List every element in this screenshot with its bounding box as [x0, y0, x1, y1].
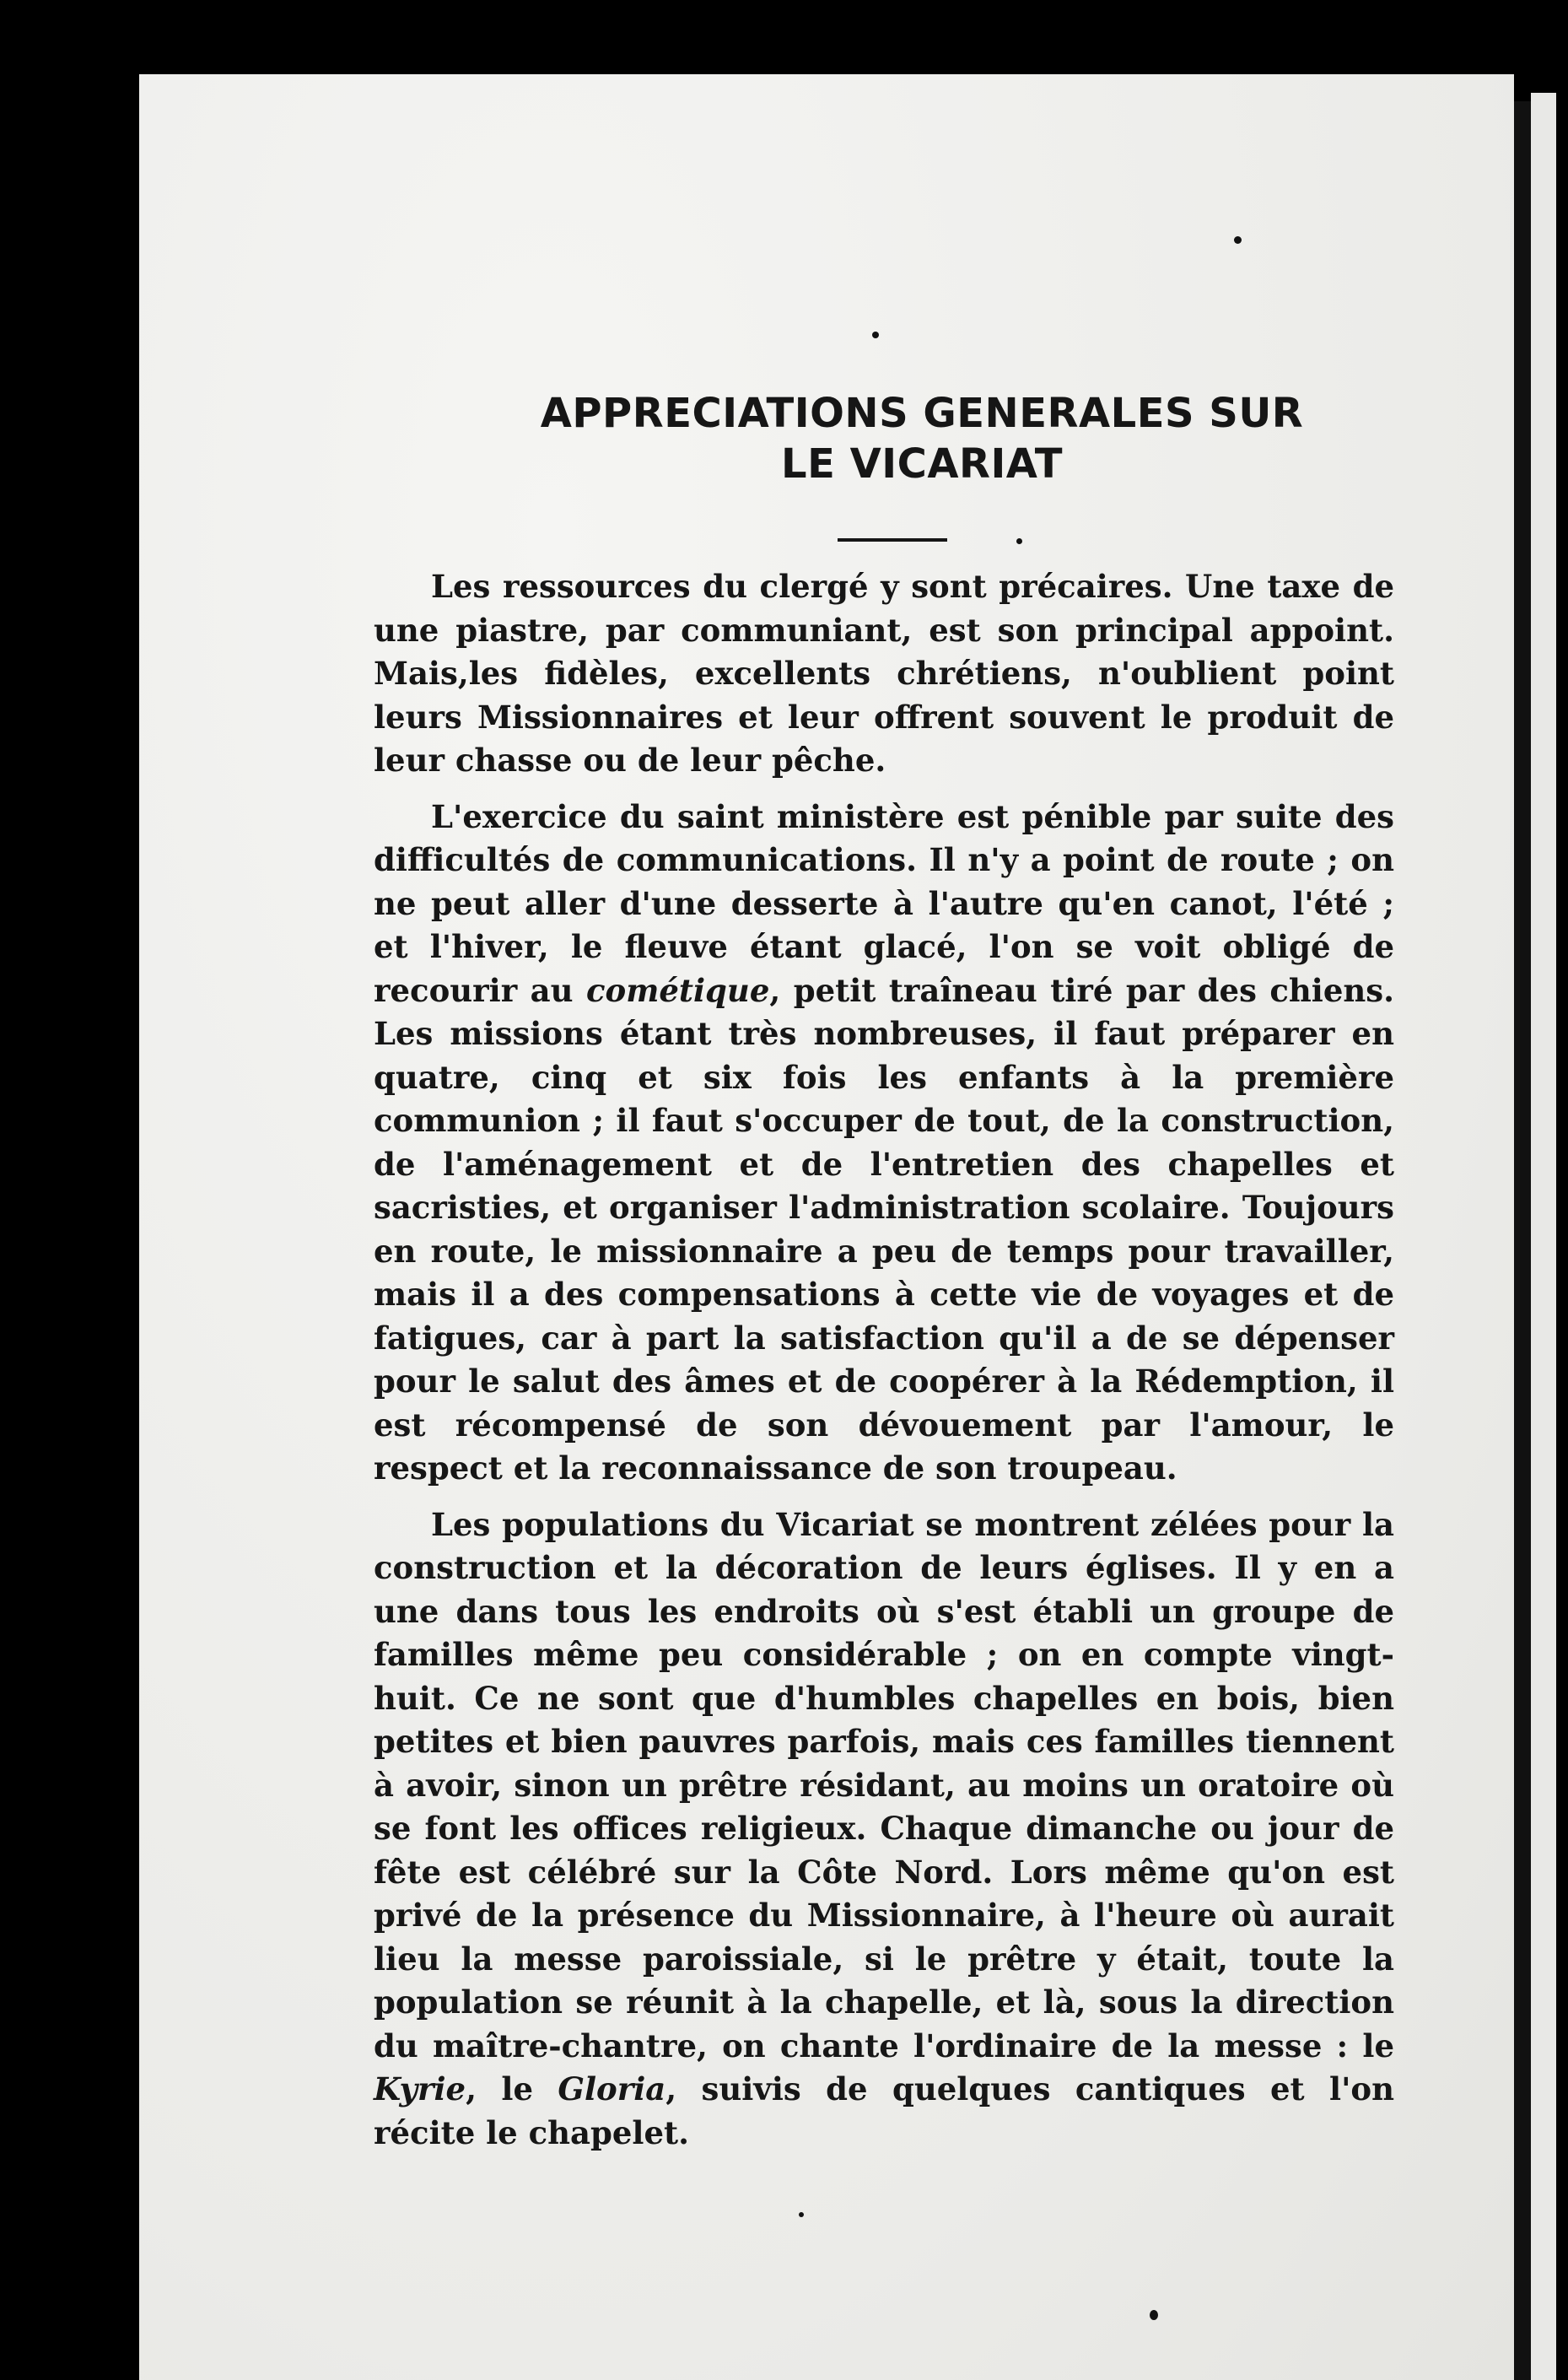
- paragraph-3-text-a: Les populations du Vicariat se montrent zélées pour la construction et la décoration de leurs églises. Il y en a une dans tous les endroits où s'est établi un groupe de familles même peu considérable ; on en compte vingt-huit. Ce ne sont que d'humbles chapelles en bois, bien petites et bien pauvres parfois, mais ces familles tiennent à avoir, sinon un prêtre résidant, au moins un oratoire où se font les offices religieux. Chaque dimanche ou jour de fête est célébré sur la Côte Nord. Lors même qu'on est privé de la présence du Missionnaire, à l'heure où aurait lieu la messe paroissiale, si le prêtre y était, toute la population se réunit à la chapelle, et là, sous la direction du maître-chantre, on chante l'ordinaire de la messe : le: [374, 1505, 1394, 2064]
- scan-speck: [799, 2212, 804, 2217]
- paragraph-3-italic-gloria: Gloria: [558, 2070, 666, 2107]
- body-text: [374, 565, 1394, 2155]
- adjacent-page-edge: [1531, 93, 1556, 2380]
- page-gutter: [1514, 101, 1531, 2380]
- title-divider: [838, 538, 947, 542]
- paragraph-2: [374, 796, 1394, 1491]
- document-body: [374, 388, 1394, 2167]
- paragraph-2-italic: cométique: [586, 971, 770, 1009]
- paragraph-3-text-c: , suivis de quelques cantiques et l'on récite le chapelet.: [374, 2070, 1394, 2151]
- paragraph-3-text-b: , le: [466, 2070, 558, 2107]
- scan-speck: [1150, 2310, 1158, 2320]
- page-title: [450, 388, 1394, 489]
- paragraph-1: Les ressources du clergé y sont précaires. Une taxe de une piastre, par communiant, est son principal appoint. Mais,les fidèles, excellents chrétiens, n'oublient point leurs Missionnaires et leur offrent souvent le produit de leur chasse ou de leur pêche.: [374, 568, 1394, 779]
- title-line-1: APPRECIATIONS GENERALES SUR: [540, 390, 1304, 437]
- paragraph-3-italic-kyrie: Kyrie: [374, 2070, 466, 2107]
- title-line-2: LE VICARIAT: [781, 440, 1063, 488]
- paragraph-2-text-a: L'exercice du saint ministère est pénible par suite des difficultés de communications. Il n'y a point de route ; on ne peut aller d'une desserte à l'autre qu'en canot, l'été ; et l'hiver, le fleuve étant glacé, l'on se voit obligé de recourir au: [374, 797, 1394, 1009]
- scan-speck: [872, 332, 879, 338]
- paragraph-2-text-b: , petit traîneau tiré par des chiens. Les missions étant très nombreuses, il faut préparer en quatre, cinq et six fois les enfants à la première communion ; il faut s'occuper de tout, de la construction, de l'aménagement et de l'entretien des chapelles et sacristies, et organiser l'administration scolaire. Toujours en route, le missionnaire a peu de temps pour travailler, mais il a des compensations à cette vie de voyages et de fatigues, car à part la satisfaction qu'il a de se dépenser pour le salut des âmes et de coopérer à la Rédemption, il est récompensé de son dévouement par l'amour, le respect et la reconnaissance de son troupeau.: [374, 971, 1395, 1487]
- paragraph-3: [374, 1503, 1394, 2156]
- scan-speck: [1234, 236, 1242, 244]
